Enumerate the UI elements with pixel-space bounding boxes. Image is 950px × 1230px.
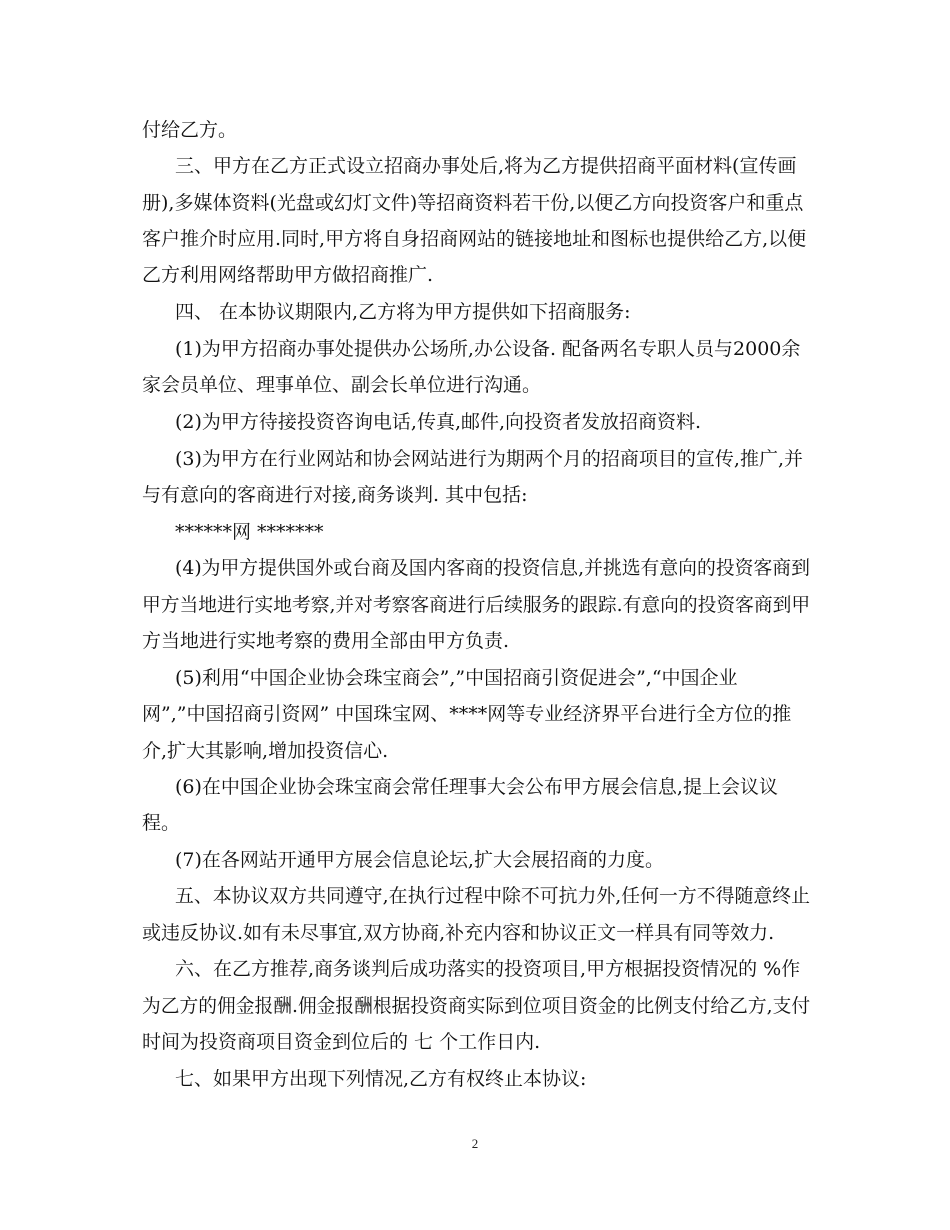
text-line: 时间为投资商项目资金到位后的 七 个工作日内.: [142, 1031, 541, 1053]
page-number: 2: [471, 1136, 479, 1151]
text-line: 家会员单位、理事单位、副会长单位进行沟通。: [142, 374, 542, 396]
text-line: 乙方利用网络帮助甲方做招商推广.: [142, 264, 434, 286]
text-line: 三、甲方在乙方正式设立招商办事处后,将为乙方提供招商平面材料(宣传画: [175, 155, 797, 177]
text-line: 七、如果甲方出现下列情况,乙方有权终止本协议:: [175, 1068, 587, 1090]
text-line: 网”,”中国招商引资网” 中国珠宝网、****网等专业经济界平台进行全方位的推: [142, 703, 792, 725]
text-line: (6)在中国企业协会珠宝商会常任理事大会公布甲方展会信息,提上会议议: [175, 776, 778, 798]
text-line: 或违反协议.如有未尽事宜,双方协商,补充内容和协议正文一样具有同等效力.: [142, 922, 775, 944]
text-line: (5)利用“中国企业协会珠宝商会”,”中国招商引资促进会”,“中国企业: [175, 667, 738, 689]
text-line: (7)在各网站开通甲方展会信息论坛,扩大会展招商的力度。: [175, 849, 664, 871]
text-line: (4)为甲方提供国外或台商及国内客商的投资信息,并挑选有意向的投资客商到: [175, 557, 810, 579]
text-line: 付给乙方。: [142, 119, 238, 141]
text-line: 册),多媒体资料(光盘或幻灯文件)等招商资料若干份,以便乙方向投资客户和重点: [142, 192, 804, 214]
text-line: 程。: [142, 812, 181, 834]
text-line: 与有意向的客商进行对接,商务谈判. 其中包括:: [142, 484, 528, 506]
text-line: 方当地进行实地考察的费用全部由甲方负责.: [142, 630, 510, 652]
text-line: 五、本协议双方共同遵守,在执行过程中除不可抗力外,任何一方不得随意终止: [175, 885, 811, 907]
text-line: 为乙方的佣金报酬.佣金报酬根据投资商实际到位项目资金的比例支付给乙方,支付: [142, 995, 811, 1017]
text-line: (1)为甲方招商办事处提供办公场所,办公设备. 配备两名专职人员与2000余: [175, 338, 801, 360]
text-line: 六、在乙方推荐,商务谈判后成功落实的投资项目,甲方根据投资情况的 %作: [175, 958, 801, 980]
text-line: (3)为甲方在行业网站和协会网站进行为期两个月的招商项目的宣传,推广,并: [175, 448, 803, 470]
text-line: 四、 在本协议期限内,乙方将为甲方提供如下招商服务:: [175, 301, 631, 323]
text-line: ******网 *******: [175, 521, 324, 543]
text-line: (2)为甲方待接投资咨询电话,传真,邮件,向投资者发放招商资料.: [175, 411, 702, 433]
text-line: 客户推介时应用.同时,甲方将自身招商网站的链接地址和图标也提供给乙方,以便: [142, 228, 807, 250]
text-line: 甲方当地进行实地考察,并对考察客商进行后续服务的跟踪.有意向的投资客商到甲: [142, 594, 811, 616]
text-line: 介,扩大其影响,增加投资信心.: [142, 740, 389, 762]
